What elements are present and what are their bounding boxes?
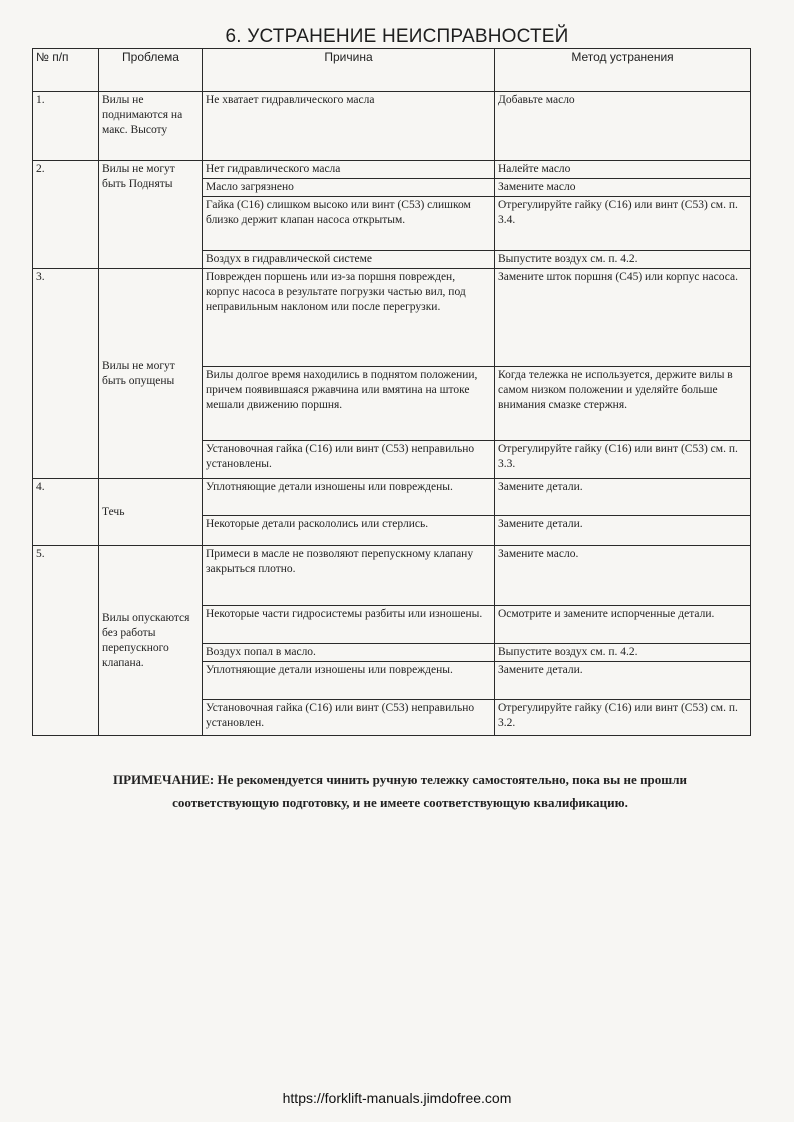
cause-cell: Не хватает гидравлического масла: [203, 92, 495, 161]
method-cell: Замените детали.: [495, 479, 751, 516]
row-number: 3.: [33, 269, 99, 479]
cause-cell: Установочная гайка (С16) или винт (С53) неправильно установлен.: [203, 700, 495, 736]
cause-cell: Масло загрязнено: [203, 179, 495, 197]
method-cell: Замените детали.: [495, 516, 751, 546]
row-number: 1.: [33, 92, 99, 161]
method-cell: Замените масло.: [495, 546, 751, 606]
troubleshooting-table: [32, 48, 751, 736]
method-cell: Отрегулируйте гайку (С16) или винт (С53) см. п. 3.4.: [495, 197, 751, 251]
cause-cell: Воздух в гидравлической системе: [203, 251, 495, 269]
row-number: 2.: [33, 161, 99, 269]
cause-cell: Некоторые части гидросистемы разбиты или изношены.: [203, 606, 495, 644]
cause-cell: Поврежден поршень или из-за поршня поврежден, корпус насоса в результате погрузки частью вил, под неправильным наклоном или после перегрузки.: [203, 269, 495, 367]
method-cell: Отрегулируйте гайку (С16) или винт (С53) см. п. 3.2.: [495, 700, 751, 736]
note-paragraph: ПРИМЕЧАНИЕ: Не рекомендуется чинить ручную тележку самостоятельно, пока вы не прошли соответствующую подготовку, и не имеете соответствующую квалификацию.: [112, 772, 688, 810]
table-row: [33, 161, 751, 179]
method-cell: Отрегулируйте гайку (С16) или винт (С53) см. п. 3.3.: [495, 441, 751, 479]
cause-cell: Нет гидравлического масла: [203, 161, 495, 179]
cause-cell: Гайка (С16) слишком высоко или винт (С53) слишком близко держит клапан насоса открытым.: [203, 197, 495, 251]
problem-cell: Вилы не поднимаются на макс. Высоту: [99, 92, 203, 161]
problem-cell: Вилы опускаются без работы перепускного клапана.: [99, 546, 203, 736]
method-cell: Замените шток поршня (С45) или корпус насоса.: [495, 269, 751, 367]
method-cell: Выпустите воздух см. п. 4.2.: [495, 251, 751, 269]
method-cell: Добавьте масло: [495, 92, 751, 161]
table-header-row: [33, 49, 751, 92]
method-cell: Налейте масло: [495, 161, 751, 179]
header-num: № п/п: [33, 49, 99, 92]
method-cell: Осмотрите и замените испорченные детали.: [495, 606, 751, 644]
row-number: 5.: [33, 546, 99, 736]
method-cell: Выпустите воздух см. п. 4.2.: [495, 644, 751, 662]
header-cause: Причина: [203, 49, 495, 92]
header-method: Метод устранения: [495, 49, 751, 92]
table-row: [33, 479, 751, 516]
problem-cell: Вилы не могут быть опущены: [99, 269, 203, 479]
table-row: [33, 546, 751, 606]
method-cell: Замените масло: [495, 179, 751, 197]
page-title: 6. УСТРАНЕНИЕ НЕИСПРАВНОСТЕЙ: [225, 26, 569, 47]
cause-cell: Уплотняющие детали изношены или повреждены.: [203, 479, 495, 516]
table-row: [33, 92, 751, 161]
row-number: 4.: [33, 479, 99, 546]
header-problem: Проблема: [99, 49, 203, 92]
problem-cell: Вилы не могут быть Подняты: [99, 161, 203, 269]
method-cell: Когда тележка не используется, держите вилы в самом низком положении и уделяйте больше внимания смазке стержня.: [495, 367, 751, 441]
cause-cell: Некоторые детали раскололись или стерлись.: [203, 516, 495, 546]
problem-cell: Течь: [99, 479, 203, 546]
cause-cell: Вилы долгое время находились в поднятом положении, причем появившаяся ржавчина или вмятина на штоке мешали движению поршня.: [203, 367, 495, 441]
cause-cell: Воздух попал в масло.: [203, 644, 495, 662]
footer-url: https://forklift-manuals.jimdofree.com: [282, 1090, 512, 1106]
method-cell: Замените детали.: [495, 662, 751, 700]
cause-cell: Установочная гайка (С16) или винт (С53) неправильно установлены.: [203, 441, 495, 479]
cause-cell: Примеси в масле не позволяют перепускному клапану закрыться плотно.: [203, 546, 495, 606]
table-row: [33, 269, 751, 367]
cause-cell: Уплотняющие детали изношены или повреждены.: [203, 662, 495, 700]
